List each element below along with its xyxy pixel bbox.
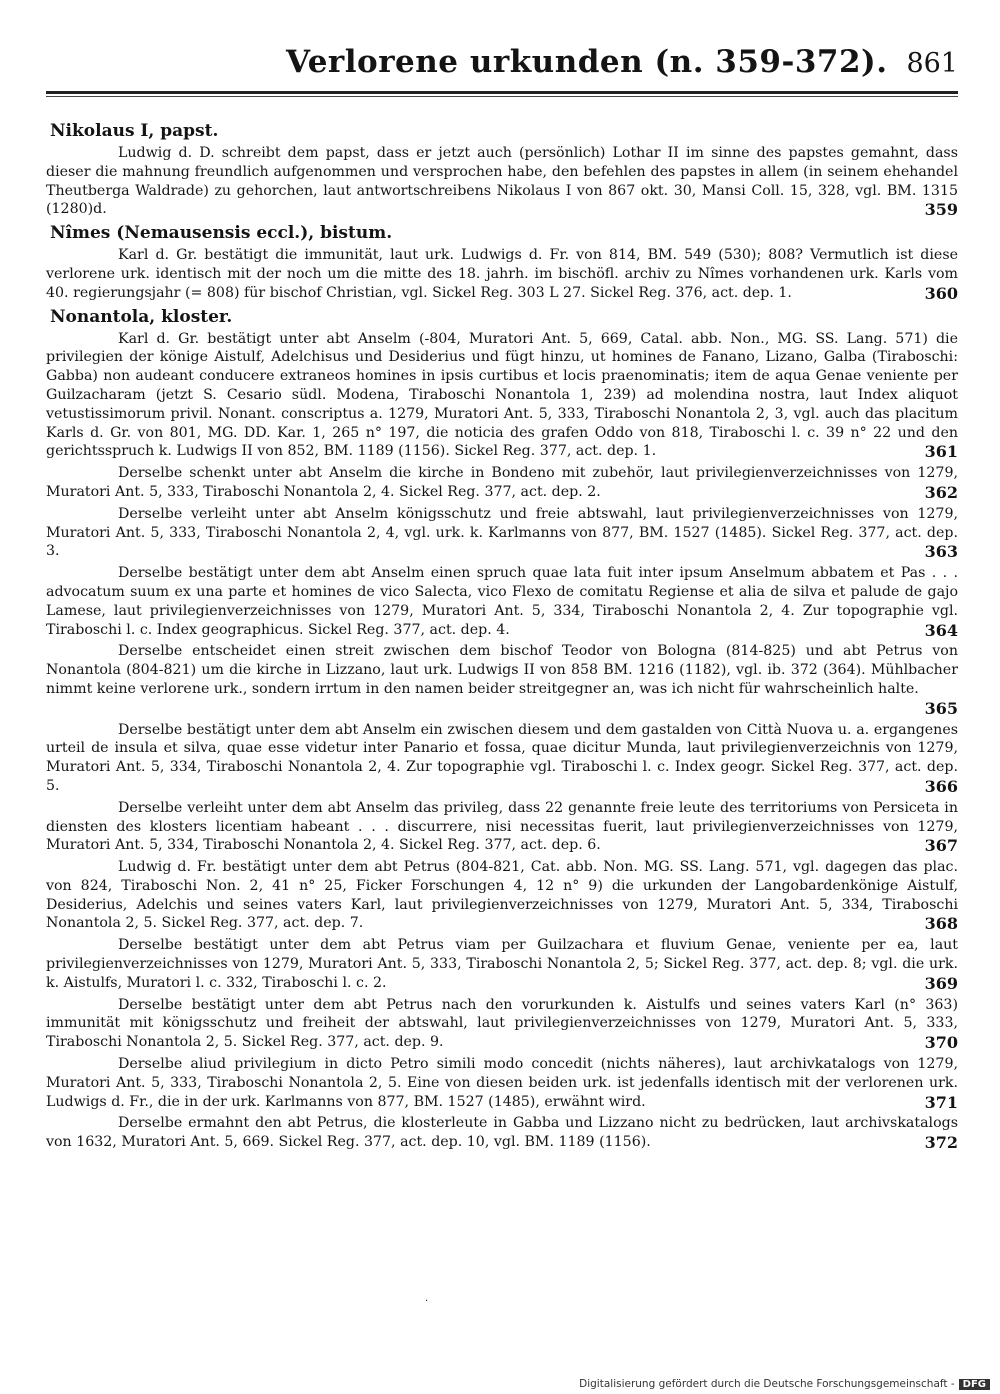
header-rule-thick	[46, 91, 958, 94]
page-header	[46, 38, 958, 96]
entry-paragraph	[46, 505, 958, 562]
entry-number: 370	[924, 1033, 958, 1053]
dfg-logo: DFG	[959, 1379, 990, 1390]
entry-paragraph	[46, 564, 958, 640]
page-footer	[579, 1378, 990, 1390]
page-number: 861	[906, 48, 958, 79]
entry-text: Derselbe aliud privilegium in dicto Petro simili modo concedit (nichts näheres), laut archivkatalogs von 1279, Muratori Ant. 5, 333, Tiraboschi Nonantola 2, 5. Eine von diesen beiden urk. ist jedenfalls identisch mit der verlorenen urk. Ludwigs d. Fr., die in der urk. Karlmanns von 877, BM. 1527 (1485), erwähnt wird.	[46, 1056, 958, 1110]
entry-paragraph	[46, 936, 958, 993]
footer-credit: Digitalisierung gefördert durch die Deutsche Forschungsgemeinschaft -	[579, 1378, 955, 1390]
section-heading: Nonantola, kloster.	[50, 306, 233, 327]
entry-number: 360	[924, 283, 958, 303]
entry-paragraph	[46, 144, 958, 220]
entry-number: 363	[924, 542, 958, 562]
entry-text: Derselbe schenkt unter abt Anselm die kirche in Bondeno mit zubehör, laut privilegienverzeichnisses von 1279, Muratori Ant. 5, 333, Tiraboschi Nonantola 2, 4. Sickel Reg. 377, act. dep. 2.	[46, 465, 958, 500]
entry-text: Derselbe bestätigt unter dem abt Anselm ein zwischen diesem und dem gastalden von Città Nuova u. a. ergangenes urteil de insula et silva, quae esse videtur inter Panario et fossa, quae dicitur Munda, laut privilegienverzeichnis von 1279, Muratori Ant. 5, 334, Tiraboschi Nonantola 2, 4. Zur topographie vgl. Tiraboschi l. c. Index geogr. Sickel Reg. 377, act. dep. 5.	[46, 721, 958, 794]
entry-paragraph	[46, 642, 958, 718]
entry-number: 368	[924, 914, 958, 934]
entry-text: Derselbe entscheidet einen streit zwischen dem bischof Teodor von Bologna (814-825) und abt Petrus von Nonantola (804-821) um die kirche in Lizzano, laut urk. Ludwigs II von 858 BM. 1216 (1182), vgl. ib. 372 (364). Mühlbacher nimmt keine verlorene urk., sondern irrtum in den namen beider streitgegner an, was ich nicht für wahrscheinlich halte.	[46, 643, 958, 697]
entry-text: Derselbe ermahnt den abt Petrus, die klosterleute in Gabba und Lizzano nicht zu bedrücken, laut archivskatalogs von 1632, Muratori Ant. 5, 669. Sickel Reg. 377, act. dep. 10, vgl. BM. 1189 (1156).	[46, 1115, 958, 1151]
entry-text: Karl d. Gr. bestätigt die immunität, laut urk. Ludwigs d. Fr. von 814, BM. 549 (530); 808? Vermutlich ist diese verlorene urk. identisch mit der noch um die mitte des 18. jahrh. im bischöfl. archiv zu Nîmes vorhandenen urk. Karls vom 40. regierungsjahr (= 808) für bischof Christian, vgl. Sickel Reg. 303 L 27. Sickel Reg. 376, act. dep. 1.	[46, 247, 958, 301]
stray-mark: ·	[425, 1296, 429, 1307]
entry-paragraph	[46, 858, 958, 934]
entry-number: 371	[924, 1092, 958, 1112]
entry-text: Derselbe verleiht unter abt Anselm königsschutz und freie abtswahl, laut privilegienverzeichnisses von 1279, Muratori Ant. 5, 333, Tiraboschi Nonantola 2, 4, vgl. urk. k. Karlmanns von 877, BM. 1527 (1485). Sickel Reg. 377, act. dep. 3.	[46, 505, 958, 560]
entry-number: 369	[924, 973, 958, 993]
section-heading: Nîmes (Nemausensis eccl.), bistum.	[50, 223, 393, 244]
entry-text: Derselbe bestätigt unter dem abt Petrus nach den vorurkunden k. Aistulfs und seines vaters Karl (n° 363) immunität mit königsschutz und freiheit der abtswahl, laut privilegienverzeichnisses von 1279, Muratori Ant. 5, 333, Tiraboschi Nonantola 2, 5. Sickel Reg. 377, act. dep. 9.	[46, 996, 958, 1051]
section-heading: Nikolaus I, papst.	[50, 121, 219, 141]
entry-number: 359	[924, 200, 958, 220]
entry-number: 367	[924, 836, 958, 856]
entry-paragraph	[46, 1114, 958, 1153]
entry-paragraph	[46, 799, 958, 856]
entry-number: 365	[924, 698, 958, 718]
entry-number: 364	[924, 620, 958, 640]
entry-paragraph	[46, 464, 958, 503]
page-body	[46, 120, 958, 1155]
entry-text: Derselbe verleiht unter dem abt Anselm das privileg, dass 22 genannte freie leute des territoriums von Persiceta in diensten des klosters licentiam habeant . . . discurrere, nisi necessitas fuerit, laut privilegienverzeichnisses von 1279, Muratori Ant. 5, 334, Tiraboschi Nonantola 2, 4. Sickel Reg. 377, act. dep. 6.	[46, 799, 958, 854]
entry-text: Derselbe bestätigt unter dem abt Petrus viam per Guilzachara et fluvium Genae, veniente per ea, laut privilegienverzeichnisses von 1279, Muratori Ant. 5, 333, Tiraboschi Nonantola 2, 5; Sickel Reg. 377, act. dep. 8; vgl. die urk. k. Aistulfs, Muratori l. c. 332, Tiraboschi l. c. 2.	[46, 937, 958, 991]
entry-paragraph	[46, 1055, 958, 1112]
entry-number: 361	[924, 442, 958, 462]
entry-text: Ludwig d. D. schreibt dem papst, dass er jetzt auch (persönlich) Lothar II im sinne des papstes gemahnt, dass dieser die mahnung freundlich aufgenommen und versprochen habe, den befehlen des papstes in allem (in seinem ehehandel Theutberga Waldrade) zu gehorchen, laut antwortschreibens Nikolaus I von 867 okt. 30, Mansi Coll. 15, 328, vgl. BM. 1315 (1280)d.	[46, 145, 958, 218]
entry-number: 372	[924, 1133, 958, 1153]
entry-text: Karl d. Gr. bestätigt unter abt Anselm (-804, Muratori Ant. 5, 669, Catal. abb. Non., MG. SS. Lang. 571) die privilegien der könige Aistulf, Adelchisus und Desiderius und fügt hinzu, ut homines de Fanano, Lizano, Galba (Tiraboschi: Gabba) non audeant conducere extraneos homines in ipsis curtibus et locis praenominatis; item de aqua Genae veniente per Guilzacharam (jetzt S. Cesario südl. Modena, Tiraboschi Nonantola 1, 239) ad molendina nostra, laut Index aliquot vetustissimorum privil. Nonant. conscriptus a. 1279, Muratori Ant. 5, 333, Tiraboschi Nonantola 2, 3, vgl. auch das placitum Karls d. Gr. von 801, MG. DD. Kar. 1, 265 n° 197, die noticia des grafen Oddo von 818, Tiraboschi l. c. 39 n° 22 und den gerichtsspruch k. Ludwigs II von 852, BM. 1189 (1156). Sickel Reg. 377, act. dep. 1.	[46, 330, 958, 460]
entry-number: 362	[924, 482, 958, 502]
entry-paragraph	[46, 330, 958, 463]
entry-number: 366	[924, 776, 958, 796]
entry-paragraph	[46, 721, 958, 797]
header-rule-thin	[46, 96, 958, 97]
entry-paragraph	[46, 246, 958, 303]
running-title: Verlorene urkunden (n. 359-372).	[286, 44, 888, 80]
entry-paragraph	[46, 996, 958, 1053]
entry-text: Derselbe bestätigt unter dem abt Anselm einen spruch quae lata fuit inter ipsum Anselmum abbatem et Pas . . . advocatum suum ex una parte et homines de vico Salecta, vico Flexo de comitatu Regiense et alia de silva et palude de gajo Lamese, laut privilegienverzeichnisses von 1279, Muratori Ant. 5, 334, Tiraboschi Nonantola 2, 4. Zur topographie vgl. Tiraboschi l. c. Index geographicus. Sickel Reg. 377, act. dep. 4.	[46, 565, 958, 638]
entry-text: Ludwig d. Fr. bestätigt unter dem abt Petrus (804-821, Cat. abb. Non. MG. SS. Lang. 571, vgl. dagegen das plac. von 824, Tiraboschi Non. 2, 41 n° 25, Ficker Forschungen 4, 12 n° 9) die urkunden der Langobardenkönige Aistulf, Desiderius, Adelchis und seines vaters Karl, laut privilegienverzeichnisses von 1279, Muratori Ant. 5, 334, Tiraboschi Nonantola 2, 5. Sickel Reg. 377, act. dep. 7.	[46, 859, 958, 932]
